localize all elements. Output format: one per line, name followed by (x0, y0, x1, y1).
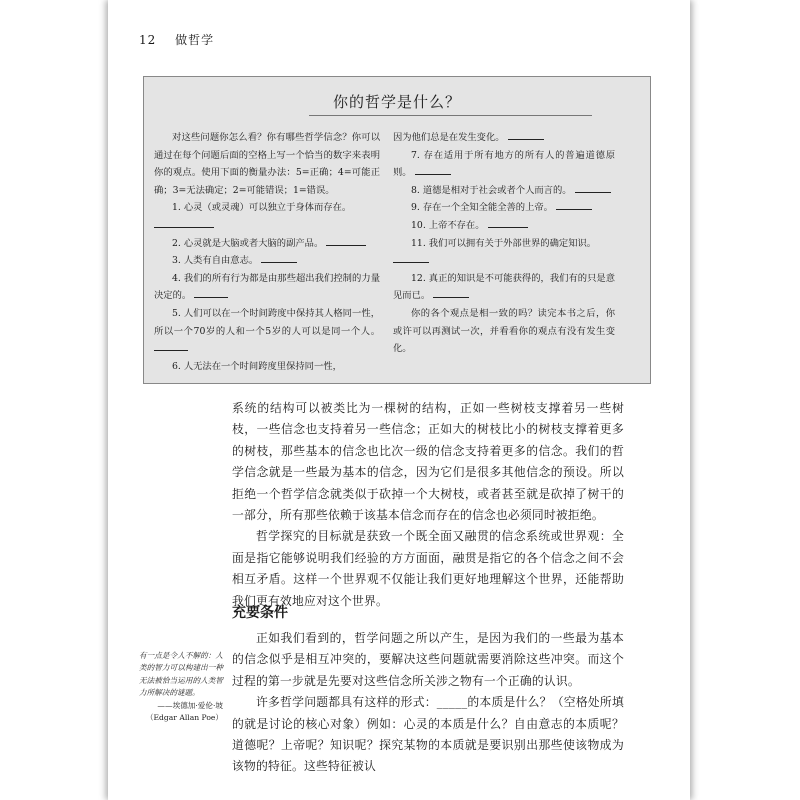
question-item: 因为他们总是在发生变化。 (393, 129, 615, 147)
question-item: 8. 道德是相对于社会或者个人而言的。 (393, 182, 615, 200)
box-title-rule (309, 115, 592, 116)
answer-blank[interactable] (488, 218, 528, 228)
question-item: 11. 我们可以拥有关于外部世界的确定知识。 (393, 235, 615, 270)
question-item: 3. 人类有自由意志。 (154, 252, 380, 270)
question-item: 5. 人们可以在一个时间跨度中保持其人格同一性，所以一个70岁的人和一个5岁的人可以是同一个人。 (154, 305, 380, 358)
answer-blank[interactable] (393, 253, 429, 263)
page-number: 12 (139, 33, 157, 47)
running-title: 做哲学 (175, 33, 215, 47)
margin-quote (139, 650, 223, 724)
quote-author-english: （Edgar Allan Poe） (145, 713, 223, 723)
quote-author: ——埃德加·爱伦·坡 (157, 700, 223, 710)
body-paragraph: 哲学探究的目标就是获致一个既全面又融贯的信念系统或世界观：全面是指它能够说明我们经验的方方面面，融贯是指它的各个信念之间不会相互矛盾。这样一个世界观不仅能让我们更好地理解这个世界，还能帮助我们更有效地应对这个世界。 (232, 529, 624, 608)
answer-blank[interactable] (326, 236, 366, 246)
question-item: 9. 存在一个全知全能全善的上帝。 (393, 199, 615, 217)
question-item: 2. 心灵就是大脑或者大脑的副产品。 (154, 235, 380, 253)
answer-blank[interactable] (194, 288, 228, 298)
page-header (139, 31, 214, 48)
question-item: 6. 人无法在一个时间跨度里保持同一性， (172, 360, 342, 372)
body-text-upper (232, 398, 624, 612)
box-right-column (393, 129, 615, 358)
section-heading: 充要条件 (232, 605, 288, 621)
box-left-column (154, 129, 380, 375)
answer-blank[interactable] (415, 165, 451, 175)
answer-blank[interactable] (154, 341, 188, 351)
question-item: 1. 心灵（或灵魂）可以独立于身体而存在。 (154, 199, 380, 234)
quote-text: 有一点是令人不解的：人类的智力可以构建出一种无法被恰当运用的人类智力所解决的谜题。 (139, 651, 223, 698)
question-item: 4. 我们的所有行为都是由那些超出我们控制的力量决定的。 (154, 272, 380, 302)
body-paragraph: 许多哲学问题都具有这样的形式：_____的本质是什么？（空格处所填的就是讨论的核心对象）例如：心灵的本质是什么？自由意志的本质呢？道德呢？上帝呢？知识呢？探究某物的本质就是要识别出那些使该物成为该物的特征。这些特征被认 (232, 695, 624, 774)
answer-blank[interactable] (556, 200, 592, 210)
question-item: 12. 真正的知识是不可能获得的，我们有的只是意见而已。 (393, 272, 615, 302)
question-item: 7. 存在适用于所有地方的所有人的普遍道德原则。 (393, 149, 615, 179)
body-paragraph: 系统的结构可以被类比为一棵树的结构，正如一些树枝支撑着另一些树枝，一些信念也支持着另一些信念；正如大的树枝比小的树枝支撑着更多的树枝，那些基本的信念也比次一级的信念支持着更多的信念。我们的哲学信念就是一些最为基本的信念，因为它们是很多其他信念的预设。所以拒绝一个哲学信念就类似于砍掉一个大树枝，或者甚至就是砍掉了树干的一部分，所有那些依赖于该基本信念而存在的信念也必须同时被拒绝。 (232, 401, 624, 523)
sidebar-questionnaire-box (143, 76, 651, 384)
body-text-lower (232, 628, 624, 778)
answer-blank[interactable] (154, 218, 214, 228)
answer-blank[interactable] (508, 130, 544, 140)
answer-blank[interactable] (261, 253, 297, 263)
box-title: 你的哲学是什么？ (332, 93, 461, 111)
box-closing-note: 你的各个观点是相一致的吗？读完本书之后，你或许可以再测试一次，并看看你的观点有没有发生变化。 (393, 307, 615, 355)
answer-blank[interactable] (433, 288, 469, 298)
body-paragraph: 正如我们看到的，哲学问题之所以产生，是因为我们的一些最为基本的信念似乎是相互冲突的，要解决这些问题就需要消除这些冲突。而这个过程的第一步就是先要对这些信念所关涉之物有一个正确的认识。 (232, 631, 624, 688)
answer-blank[interactable] (575, 183, 611, 193)
question-item: 10. 上帝不存在。 (393, 217, 615, 235)
box-intro: 对这些问题你怎么看？你有哪些哲学信念？你可以通过在每个问题后面的空格上写一个恰当的数字来表明你的观点。使用下面的衡量办法：5=正确；4=可能正确；3=无法确定；2=可能错误；1=错误。 (154, 132, 380, 196)
